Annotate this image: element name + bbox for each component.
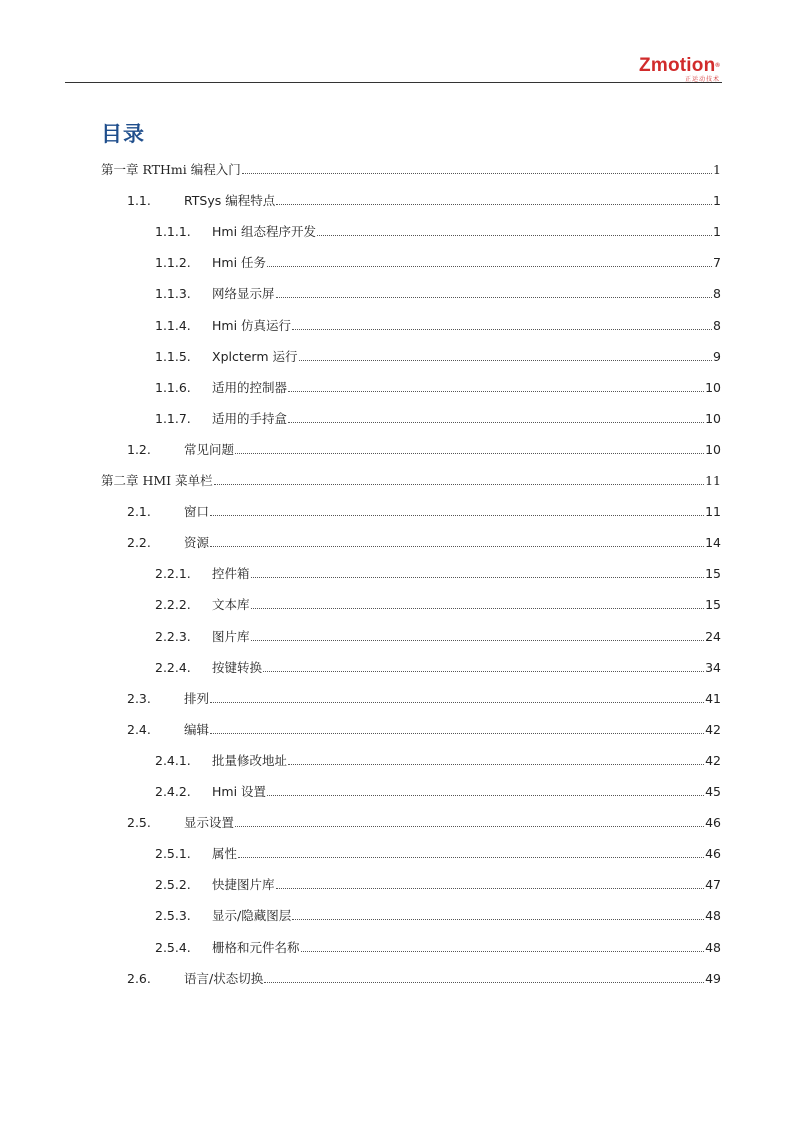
toc-entry-number: 1.1.5. [155,348,191,364]
toc-entry-page: 1 [713,193,721,209]
toc-entry-title: 第一章 RTHmi 编程入门 [101,162,241,177]
toc-entry-number: 2.5. [127,815,151,831]
toc-entry[interactable] [127,189,721,209]
dot-leader [299,360,713,361]
dot-leader [276,888,705,889]
toc-entry[interactable] [155,562,721,582]
dot-leader [210,546,704,547]
toc-entry-title: 显示设置 [184,815,235,831]
toc-entry-number: 1.1. [127,193,151,209]
toc-entry-title: 第二章 HMI 菜单栏 [101,473,213,488]
dot-leader [317,235,712,236]
dot-leader [288,391,704,392]
toc-entry-page: 10 [705,379,721,395]
dot-leader [276,204,712,205]
toc-entry-number: 2.3. [127,690,151,706]
toc-entry-number: 2.5.3. [155,908,191,924]
toc-entry-page: 15 [705,566,721,582]
toc-entry-page: 10 [705,441,721,457]
dot-leader [210,515,704,516]
toc-entry-page: 1 [713,224,721,240]
toc-entry-page: 1 [713,162,721,177]
dot-leader [264,982,704,983]
toc-entry-number: 2.4.1. [155,752,191,768]
toc-entry-number: 1.1.2. [155,255,191,271]
toc-entry-title: 窗口 [184,504,210,520]
dot-leader [251,577,705,578]
toc-entry[interactable] [155,780,721,800]
dot-leader [292,329,712,330]
toc-entry-number: 2.2.1. [155,566,191,582]
toc-entry-number: 2.4. [127,721,151,737]
toc-entry-number: 1.1.3. [155,286,191,302]
toc-entry-number: 2.2.2. [155,597,191,613]
toc-entry[interactable] [127,718,721,738]
toc-entry-title: 显示/隐藏图层 [212,908,292,924]
toc-entry-number: 2.2. [127,535,151,551]
dot-leader [251,640,705,641]
toc-entry-title: Hmi 设置 [212,784,267,799]
toc-entry[interactable] [127,811,721,831]
toc-entry-number: 1.1.7. [155,410,191,426]
toc-entry[interactable] [155,749,721,769]
toc-entry[interactable] [155,625,721,645]
toc-entry[interactable] [155,345,721,365]
toc-entry-title: 栅格和元件名称 [212,939,300,955]
toc-entry-number: 2.1. [127,504,151,520]
toc-title: 目录 [101,122,145,146]
dot-leader [263,671,704,672]
toc-entry-page: 48 [705,908,721,924]
toc-entry-page: 8 [713,286,721,302]
toc-entry[interactable] [155,251,721,271]
toc-entry-number: 2.4.2. [155,784,191,799]
logo-subtitle: 正运动技术 [684,76,720,83]
toc-entry-number: 1.1.6. [155,379,191,395]
dot-leader [235,453,704,454]
logo-text: Zmotion [639,55,716,76]
toc-entry-title: 适用的手持盒 [212,410,288,426]
toc-entry-page: 48 [705,939,721,955]
toc-entry-page: 42 [705,752,721,768]
toc-entry-title: 批量修改地址 [212,752,288,768]
dot-leader [242,173,712,174]
toc-entry[interactable] [127,687,721,707]
toc-entry-title: 资源 [184,535,210,551]
toc-entry[interactable] [155,873,721,893]
dot-leader [288,422,704,423]
toc-entry-number: 1.1.4. [155,317,191,333]
toc-entry[interactable] [155,376,721,396]
zmotion-logo [639,56,720,84]
toc-entry-page: 34 [705,659,721,675]
toc-entry[interactable] [101,158,721,178]
toc-entry[interactable] [155,407,721,427]
toc-entry[interactable] [155,220,721,240]
toc-entry-page: 46 [705,815,721,831]
toc-entry[interactable] [155,593,721,613]
dot-leader [210,733,704,734]
dot-leader [292,919,704,920]
toc-entry[interactable] [155,656,721,676]
toc-entry-page: 11 [705,473,721,488]
toc-entry-title: 编辑 [184,721,210,737]
toc-entry-title: 按键转换 [212,659,263,675]
toc-entry-title: 图片库 [212,628,250,644]
toc-entry-page: 15 [705,597,721,613]
toc-entry[interactable] [127,967,721,987]
toc-entry[interactable] [155,314,721,334]
toc-entry[interactable] [155,282,721,302]
toc-entry-page: 14 [705,535,721,551]
toc-entry-title: 文本库 [212,597,250,613]
toc-entry-number: 1.2. [127,441,151,457]
dot-leader [288,764,704,765]
toc-entry-title: RTSys 编程特点 [184,193,276,209]
toc-entry-page: 8 [713,317,721,333]
registered-mark: ® [715,63,720,69]
dot-leader [210,702,704,703]
toc-entry-number: 2.6. [127,970,151,986]
toc-entry[interactable] [127,438,721,458]
toc-entry-page: 46 [705,846,721,862]
toc-entry-page: 9 [713,348,721,364]
dot-leader [251,608,705,609]
toc-entry-page: 49 [705,970,721,986]
header-divider [65,82,722,83]
toc-entry-number: 1.1.1. [155,224,191,240]
toc-entry-title: 语言/状态切换 [184,970,264,986]
toc-entry-page: 45 [705,784,721,799]
toc-entry-title: Hmi 组态程序开发 [212,224,317,240]
toc-entry-title: Xplcterm 运行 [212,348,298,364]
toc-entry-page: 7 [713,255,721,271]
toc-entry-title: 网络显示屏 [212,286,275,302]
dot-leader [235,826,704,827]
toc-entry-title: 常见问题 [184,441,235,457]
dot-leader [276,297,713,298]
toc-entry[interactable] [155,936,721,956]
toc-entry-number: 2.2.3. [155,628,191,644]
toc-entry-page: 42 [705,721,721,737]
dot-leader [214,484,705,485]
dot-leader [267,795,704,796]
toc-entry-title: 快捷图片库 [212,877,275,893]
dot-leader [267,266,712,267]
toc-entry-page: 24 [705,628,721,644]
toc-entry-title: 属性 [212,846,238,862]
toc-entry-title: 适用的控制器 [212,379,288,395]
toc-entry-title: 排列 [184,690,210,706]
toc-entry-page: 11 [705,504,721,520]
toc-entry[interactable] [155,904,721,924]
toc-entry-number: 2.5.4. [155,939,191,955]
dot-leader [238,857,704,858]
dot-leader [301,951,705,952]
toc-entry-title: Hmi 仿真运行 [212,317,292,333]
toc-entry[interactable] [155,842,721,862]
toc-entry-page: 41 [705,690,721,706]
toc-entry-page: 10 [705,410,721,426]
toc-entry[interactable] [127,531,721,551]
toc-entry-number: 2.5.2. [155,877,191,893]
toc-entry-number: 2.2.4. [155,659,191,675]
toc-entry-title: 控件箱 [212,566,250,582]
toc-entry[interactable] [101,469,721,489]
toc-entry-number: 2.5.1. [155,846,191,862]
toc-entry-title: Hmi 任务 [212,255,267,271]
toc-entry[interactable] [127,500,721,520]
toc-entry-page: 47 [705,877,721,893]
